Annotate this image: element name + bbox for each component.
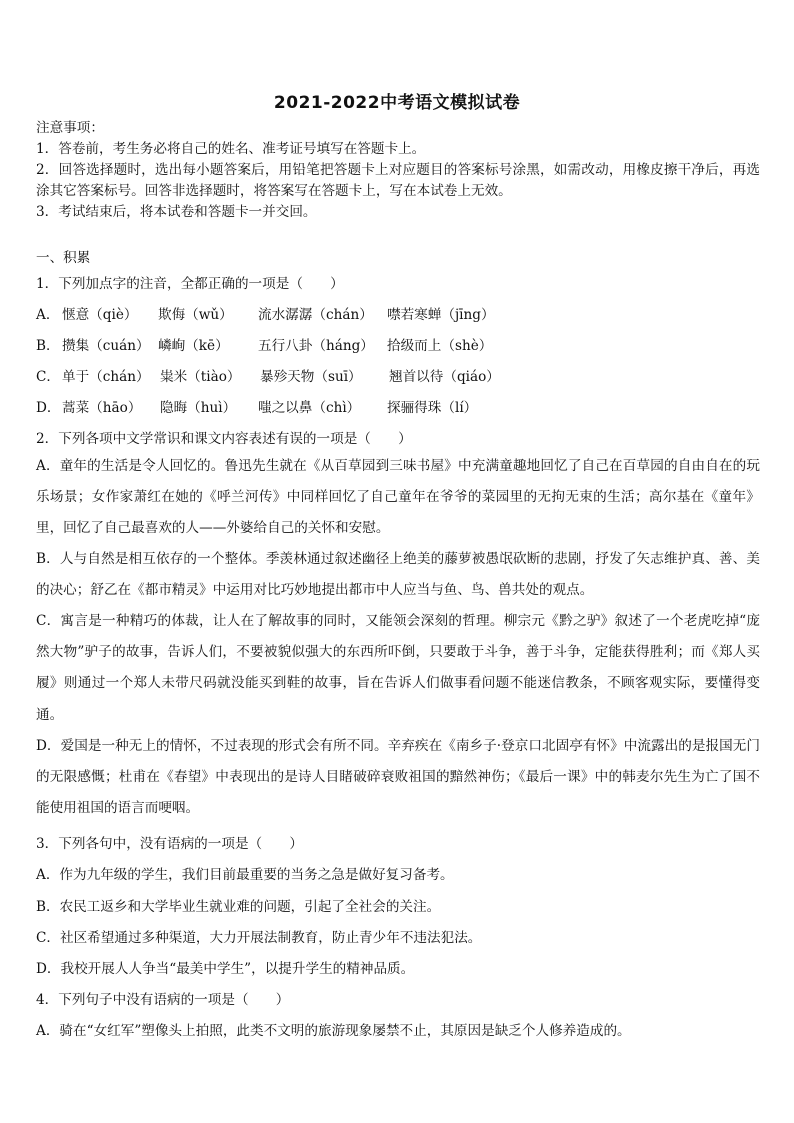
option-item: 探骊得珠（lí） <box>387 400 478 416</box>
question-3-option-c: C．社区希望通过多种渠道，大力开展法制教育，防止青少年不违法犯法。 <box>36 930 482 946</box>
notes-item-1: 1．答卷前，考生务必将自己的姓名、准考证号填写在答题卡上。 <box>36 141 426 157</box>
option-item: 流水潺潺（chán） <box>258 307 373 323</box>
option-item: 蒿菜（hāo） <box>62 400 142 416</box>
option-item: 嗤之以鼻（chì） <box>258 400 361 416</box>
question-3-stem: 3．下列各句中，没有语病的一项是（ ） <box>36 836 303 852</box>
option-item: 隐晦（huì） <box>160 400 237 416</box>
question-4-option-a: A．骑在“女红军”塑像头上拍照，此类不文明的旅游现象屡禁不止，其原因是缺乏个人修养造成的。 <box>36 1023 631 1039</box>
option-item: 暴殄天物（suī） <box>260 369 362 385</box>
question-1-option-c <box>36 365 760 385</box>
question-1-option-b <box>36 334 760 354</box>
option-letter: C． <box>36 369 60 385</box>
question-3-option-b: B．农民工返乡和大学毕业生就业难的问题，引起了全社会的关注。 <box>36 899 441 915</box>
option-letter: B． <box>36 338 60 354</box>
option-item: 拾级而上（shè） <box>387 338 493 354</box>
exam-title: 2021-2022中考语文模拟试卷 <box>273 93 521 113</box>
question-3-option-a: A．作为九年级的学生，我们目前最重要的当务之急是做好复习备考。 <box>36 867 454 883</box>
option-letter: D． <box>36 400 61 416</box>
question-2-option-a: A．童年的生活是令人回忆的。鲁迅先生就在《从百草园到三味书屋》中充满童趣地回忆了自己在百草园的自由自在的玩乐场景；女作家萧红在她的《呼兰河传》中同样回忆了自己童年在爷爷的菜园里的无拘无束的生活；高尔基在《童年》里，回忆了自己最喜欢的人——外婆给自己的关怀和安慰。 <box>36 458 760 537</box>
question-1-option-d <box>36 396 760 416</box>
question-3-option-d: D．我校开展人人争当“最美中学生”，以提升学生的精神品质。 <box>36 961 415 977</box>
option-item: 单于（chán） <box>62 369 150 385</box>
option-item: 粜米（tiào） <box>160 369 241 385</box>
question-4-stem: 4．下列句子中没有语病的一项是（ ） <box>36 992 290 1008</box>
option-item: 惬意（qiè） <box>62 307 138 323</box>
section-heading: 一、积累 <box>36 250 91 266</box>
question-1-stem: 1．下列加点字的注音，全都正确的一项是（ ） <box>36 276 344 292</box>
question-2-option-c: C．寓言是一种精巧的体裁，让人在了解故事的同时，又能领会深刻的哲理。柳宗元《黔之驴》叙述了一个老虎吃掉“庞然大物”驴子的故事，告诉人们，不要被貌似强大的东西所吓倒，只要敢于斗争，善于斗争，定能获得胜利；而《郑人买履》则通过一个郑人未带尺码就没能买到鞋的故事，旨在告诉人们做事看问题不能迷信教条，不顾客观实际，要懂得变通。 <box>36 613 760 723</box>
question-1-option-a <box>36 303 760 323</box>
option-item: 欺侮（wǔ） <box>158 307 233 323</box>
option-item: 翘首以待（qiáo） <box>389 369 500 385</box>
notes-item-3: 3．考试结束后，将本试卷和答题卡一并交回。 <box>36 204 317 220</box>
notes-item-2: 2．回答选择题时，选出每小题答案后，用铅笔把答题卡上对应题目的答案标号涂黑，如需改动，用橡皮擦干净后，再选涂其它答案标号。回答非选择题时，将答案写在答题卡上，写在本试卷上无效。 <box>36 162 760 199</box>
option-item: 嶙峋（kē） <box>158 338 229 354</box>
notes-heading: 注意事项： <box>36 120 104 136</box>
question-2-option-d: D．爱国是一种无上的情怀，不过表现的形式会有所不同。辛弃疾在《南乡子·登京口北固亭有怀》中流露出的是报国无门的无限感慨；杜甫在《春望》中表现出的是诗人目睹破碎衰败祖国的黯然神伤；《最后一课》中的韩麦尔先生为亡了国不能使用祖国的语言而哽咽。 <box>36 738 760 817</box>
option-letter: A． <box>36 307 60 323</box>
option-item: 噤若寒蝉（jīng） <box>387 307 495 323</box>
option-item: 五行八卦（háng） <box>258 338 374 354</box>
question-2-option-b: B．人与自然是相互依存的一个整体。季羡林通过叙述幽径上绝美的藤萝被愚氓砍断的悲剧，抒发了矢志维护真、善、美的决心；舒乙在《都市精灵》中运用对比巧妙地提出都市中人应当与鱼、鸟、兽共处的观点。 <box>36 551 760 599</box>
option-item: 攒集（cuán） <box>62 338 150 354</box>
question-2-stem: 2．下列各项中文学常识和课文内容表述有误的一项是（ ） <box>36 431 412 447</box>
